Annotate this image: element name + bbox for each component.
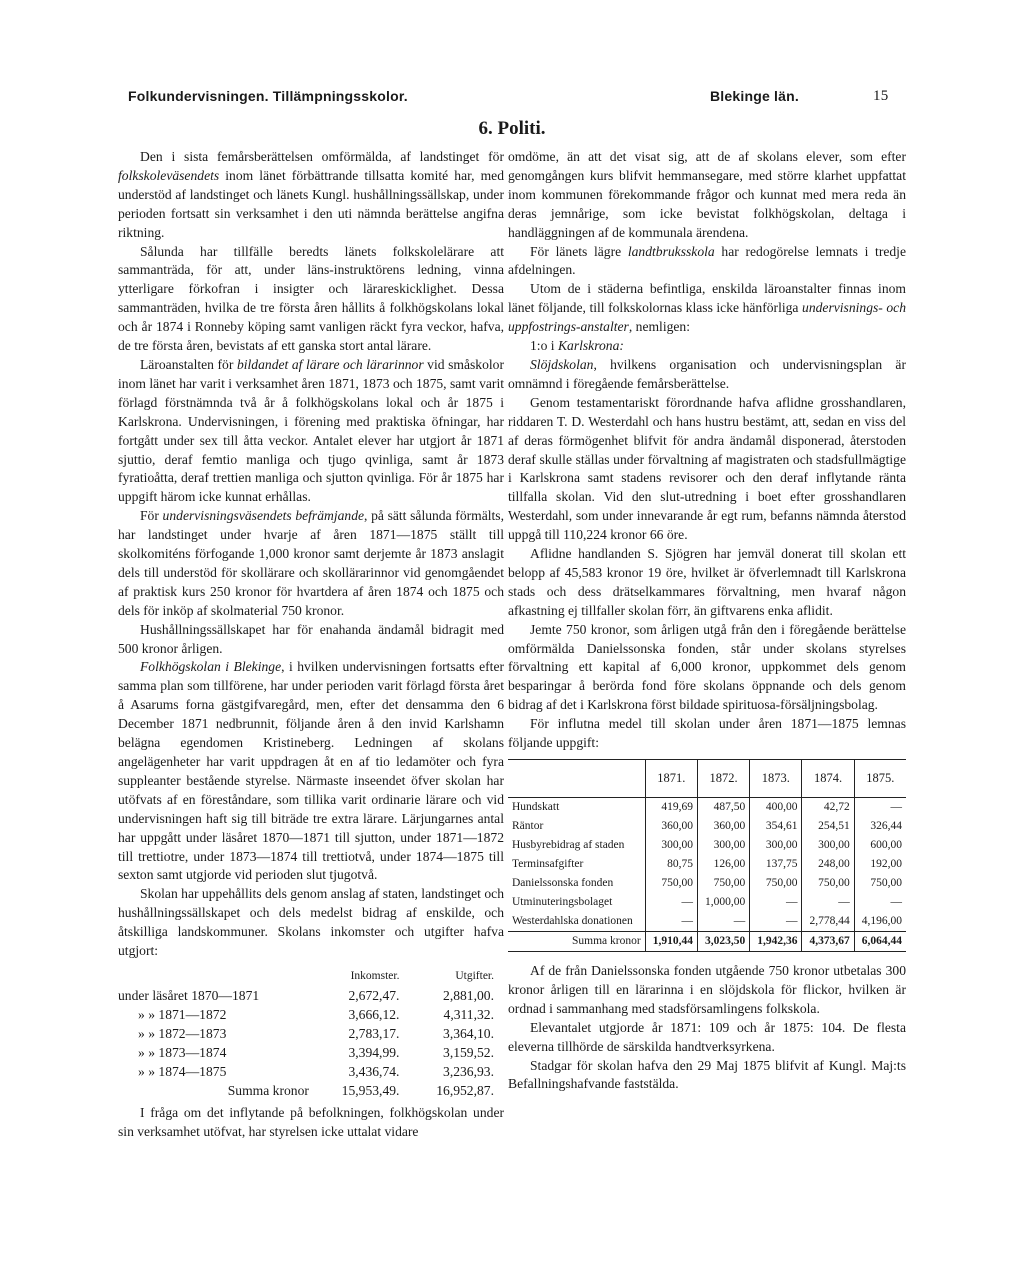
paragraph: Hushållningssällskapet har för enahanda ändamål bidragit med 500 kronor årligen. — [118, 621, 504, 656]
cell: 300,00 — [645, 836, 697, 855]
cell: — — [645, 893, 697, 912]
total-cell: 1,910,44 — [645, 932, 697, 952]
table-total-row — [508, 932, 906, 952]
sum-income: 15,953,49. — [341, 1082, 400, 1098]
table-row — [118, 1062, 504, 1081]
table-row — [508, 817, 906, 836]
paragraph: Sålunda har tillfälle beredts länets folkskolelärare att sammanträda, för att, under läns-instruktörens ledning, vinna ytterligare förkofran i insigter och lärareskicklighet. Dessa sammanträden, hvilka de tre första åren hållits å folkhögskolans lokal och år 1874 i Ronneby köping samt vanligen räckt fyra veckor, hafva, de tre första åren, bevistats af ett ganska stort antal lärare. — [118, 243, 504, 354]
cell: 750,00 — [802, 874, 854, 893]
row-label: Husbyrebidrag af staden — [512, 839, 625, 851]
expense-cell: 3,159,52. — [443, 1044, 494, 1060]
total-cell: 4,373,67 — [802, 932, 854, 952]
expense-cell: 3,364,10. — [443, 1025, 494, 1041]
row-label: Utminuteringsbolaget — [512, 896, 613, 908]
cell: — — [854, 798, 906, 818]
section-title: 6. Politi. — [478, 118, 546, 139]
paragraph: För undervisningsväsendets befrämjande, på sätt sålunda förmälts, har landstinget under hvarje af åren 1871—1875 ställt till skolkomiténs förfogande 1,000 kronor samt derjemte år 1873 anslagit dels till understöd för skollärare och skollärarinnor vid genomgåendet af praktisk kurs 250 kronor för hvartdera af åren 1874 och 1875 och dels för inköp af skolmaterial 750 kronor. — [118, 508, 504, 618]
table-row — [508, 874, 906, 893]
table-row — [508, 912, 906, 932]
finance-table-wrapper — [508, 759, 906, 952]
total-cell: 1,942,36 — [750, 932, 802, 952]
income-cell: 3,436,74. — [348, 1063, 400, 1079]
column-header-expense: Utgifter. — [455, 969, 494, 982]
income-cell: 3,666,12. — [348, 1006, 400, 1022]
row-label: Westerdahlska donationen — [512, 915, 633, 927]
total-label: Summa kronor — [508, 932, 645, 952]
cell: 137,75 — [750, 855, 802, 874]
row-label: » » 1872—1873 — [138, 1025, 227, 1041]
cell: — — [854, 893, 906, 912]
paragraph: Skolan har uppehållits dels genom anslag af staten, landstinget och hushållningssällskapet och dels medelst bidrag af enskilde, och åtskilliga landskommuner. Skolans inkomster och utgifter hafva utgjort: — [118, 886, 504, 959]
cell: 326,44 — [854, 817, 906, 836]
paragraph: Aflidne handlanden S. Sjögren har jemväl donerat till skolan ett belopp af 45,583 kronor 19 öre, hvilket är öfverlemnadt till Karlskrona stads och dess drätselkammares förvaltning, men hvaraf någon afkastning ej tillfaller skolan förr, än giftvarens enka aflidit. — [508, 546, 906, 618]
row-label: Räntor — [512, 820, 544, 832]
paragraph: Folkhögskolan i Blekinge, i hvilken undervisningen fortsatts efter samma plan som tillförene, har under perioden varit förlagd första året å Asarums forna gästgifvaregård, men, efter det densamma den 6 December 1871 nedbrunnit, följande åren å den invid Karlshamn belägna egendomen Kristineberg. Ledningen af skolans angelägenheter har varit uppdragen åt en af tio ledamöter och fyra suppleanter bestående styrelse. Närmaste inseendet öfver skolan har utöfvats af en föreståndare, som tillika varit ordinarie lärare och vid undervisningen haft sig till biträde tre extra lärare. Lärjungarnes antal har uppgått under läsåret 1870—1871 till sjutton, under 1871—1872 till trettiotre, under 1873—1874 till trettiotvå, under 1874—1875 till sexton samt utgjorde vid perioden slut tjugotvå. — [118, 659, 505, 883]
table-row — [118, 1005, 504, 1024]
year-header: 1874. — [802, 760, 854, 798]
table-header-row — [118, 967, 504, 986]
expense-cell: 3,236,93. — [443, 1063, 494, 1079]
cell: 750,00 — [750, 874, 802, 893]
paragraph: 1:o i Karlskrona: — [530, 338, 624, 354]
cell: 300,00 — [750, 836, 802, 855]
cell: 254,51 — [802, 817, 854, 836]
cell: 750,00 — [854, 874, 906, 893]
paragraph: Af de från Danielssonska fonden utgående 750 kronor utbetalas 300 kronor årligen till en lärarinna i en slöjdskola för flickor, hvilken är ordnad i sammanhang med stadsförsamlingens folkskola. — [508, 963, 906, 1016]
cell: — — [802, 893, 854, 912]
cell: 126,00 — [697, 855, 749, 874]
cell: 750,00 — [697, 874, 749, 893]
finance-table — [508, 759, 906, 952]
paragraph: I fråga om det inflytande på befolkningen, folkhögskolan under sin verksamhet utöfvat, har styrelsen icke uttalat vidare — [118, 1104, 504, 1139]
cell: — — [750, 912, 802, 932]
year-header: 1873. — [750, 760, 802, 798]
income-cell: 2,672,47. — [348, 987, 400, 1003]
cell: 487,50 — [697, 798, 749, 818]
total-cell: 3,023,50 — [697, 932, 749, 952]
table-row — [118, 1043, 504, 1062]
row-label: Hundskatt — [512, 801, 560, 813]
paragraph: Jemte 750 kronor, som årligen utgå från den i föregående berättelse omförmälda Danielssonska fonden, står under skolans styrelses förvaltning ett kapital af 6,000 kronor, uppkommet dels genom besparingar å berörda fond före skolans öppnande och dels genom bidrag af det i Karlskrona först bildade spirituosa-försäljningsbolag. — [508, 621, 906, 713]
cell: 360,00 — [697, 817, 749, 836]
cell: 360,00 — [645, 817, 697, 836]
left-column — [118, 148, 504, 1142]
row-label: » » 1873—1874 — [138, 1044, 227, 1060]
cell: 42,72 — [802, 798, 854, 818]
paragraph: Utom de i städerna befintliga, enskilda läroanstalter finnas inom länet följande, till folkskolornas klass icke hänförliga undervisnings- och uppfostrings-anstalter, nemligen: — [508, 281, 906, 335]
income-cell: 2,783,17. — [348, 1025, 400, 1041]
paragraph: Läroanstalten för bildandet af lärare och lärarinnor vid småskolor inom länet har varit i verksamhet åren 1871, 1873 och 1875, samt varit förlagd förstnämnda två år å folkhögskolans lokal och år 1875 i Karlskrona. Undervisningen, i förening med praktiska öfningar, har fortgått under sex till åtta veckor. Antalet elever har utgjort år 1871 sjuttio, deraf femtio manliga och tjugo qvinliga, samt år 1873 fyratioåtta, deraf trettien manliga och sjutton qvinliga. För år 1875 har uppgift härom icke kunnat erhållas. — [118, 356, 504, 505]
year-header: 1871. — [645, 760, 697, 798]
table-row — [508, 893, 906, 912]
row-label: » » 1871—1872 — [138, 1006, 227, 1022]
paragraph: Den i sista femårsberättelsen omförmälda, af landstinget för folkskoleväsendets inom länet förbättrande tillsatta komité har, med understöd af landstinget och länets Kungl. hushållningssällskap, under perioden fortsatt sin verksamhet i den uti nämnda berättelse angifna riktning. — [118, 149, 504, 240]
income-expense-table — [118, 967, 504, 1100]
cell: — — [645, 912, 697, 932]
year-header: 1872. — [697, 760, 749, 798]
sum-label: Summa kronor — [227, 1082, 309, 1098]
cell: 4,196,00 — [854, 912, 906, 932]
table-row — [118, 1024, 504, 1043]
cell: 2,778,44 — [802, 912, 854, 932]
cell: 1,000,00 — [697, 893, 749, 912]
paragraph: För influtna medel till skolan under åren 1871—1875 lemnas följande uppgift: — [508, 716, 906, 751]
table-row — [118, 986, 504, 1005]
cell: 750,00 — [645, 874, 697, 893]
cell: 419,69 — [645, 798, 697, 818]
cell: 354,61 — [750, 817, 802, 836]
running-header-left: Folkundervisningen. Tillämpningsskolor. — [128, 88, 408, 104]
cell: — — [697, 912, 749, 932]
paragraph: Genom testamentariskt förordnande hafva aflidne grosshandlaren, riddaren T. D. Westerdahl och hans hustru bestämt, att, sedan en viss del af deras förmögenhet blifvit för andra ändamål disponerad, återstoden deraf skulle ställas under förvaltning af magistraten och stadsfullmägtige i Karlskrona samt stadens revisorer och den deraf inflytande ränta tillfalla skolan. Vid den slut-utredning i boet efter grosshandlaren Westerdahl, som under innevarande år egt rum, befanns nämnda återstod uppgå till 110,224 kronor 66 öre. — [508, 394, 906, 543]
total-cell: 6,064,44 — [854, 932, 906, 952]
cell: — — [750, 893, 802, 912]
table-row — [508, 836, 906, 855]
sum-expense: 16,952,87. — [436, 1082, 494, 1098]
cell: 192,00 — [854, 855, 906, 874]
cell: 300,00 — [697, 836, 749, 855]
column-header-income: Inkomster. — [350, 969, 400, 982]
expense-cell: 4,311,32. — [443, 1006, 494, 1022]
table-row — [508, 798, 906, 818]
cell: 300,00 — [802, 836, 854, 855]
cell: 600,00 — [854, 836, 906, 855]
cell: 80,75 — [645, 855, 697, 874]
row-label: Terminsafgifter — [512, 858, 584, 870]
paragraph: omdöme, än att det visat sig, att de af skolans elever, som efter genomgången kurs blifvit hemmansegare, med större klarhet uppfattat inom kommunen förekommande frågor och kunnat med mera reda än deras jemnårige, som icke bevistat folkhögskolan, deltaga i handläggningen af de kommunala ärendena. — [508, 149, 906, 240]
row-label: » » 1874—1875 — [138, 1063, 227, 1079]
row-label: under läsåret 1870—1871 — [118, 987, 260, 1003]
table-header-row — [508, 760, 906, 798]
cell: 248,00 — [802, 855, 854, 874]
year-header: 1875. — [854, 760, 906, 798]
income-cell: 3,394,99. — [348, 1044, 400, 1060]
row-label: Danielssonska fonden — [512, 877, 614, 889]
paragraph: För länets lägre landtbruksskola har redogörelse lemnats i tredje afdelningen. — [508, 243, 906, 278]
cell: 400,00 — [750, 798, 802, 818]
table-total-row — [118, 1081, 504, 1100]
expense-cell: 2,881,00. — [443, 987, 494, 1003]
page-number: 15 — [873, 88, 889, 104]
paragraph: Stadgar för skolan hafva den 29 Maj 1875 blifvit af Kungl. Maj:ts Befallningshafvande faststälda. — [508, 1057, 906, 1092]
running-header-right: Blekinge län. — [710, 88, 799, 104]
right-column — [508, 148, 906, 1094]
table-row — [508, 855, 906, 874]
paragraph: Elevantalet utgjorde år 1871: 109 och år 1875: 104. De flesta eleverna tillhörde de särskilda handtverksyrkena. — [508, 1019, 906, 1054]
paragraph: Slöjdskolan, hvilkens organisation och undervisningsplan är omnämnd i föregående femårsberättelse. — [508, 356, 906, 391]
